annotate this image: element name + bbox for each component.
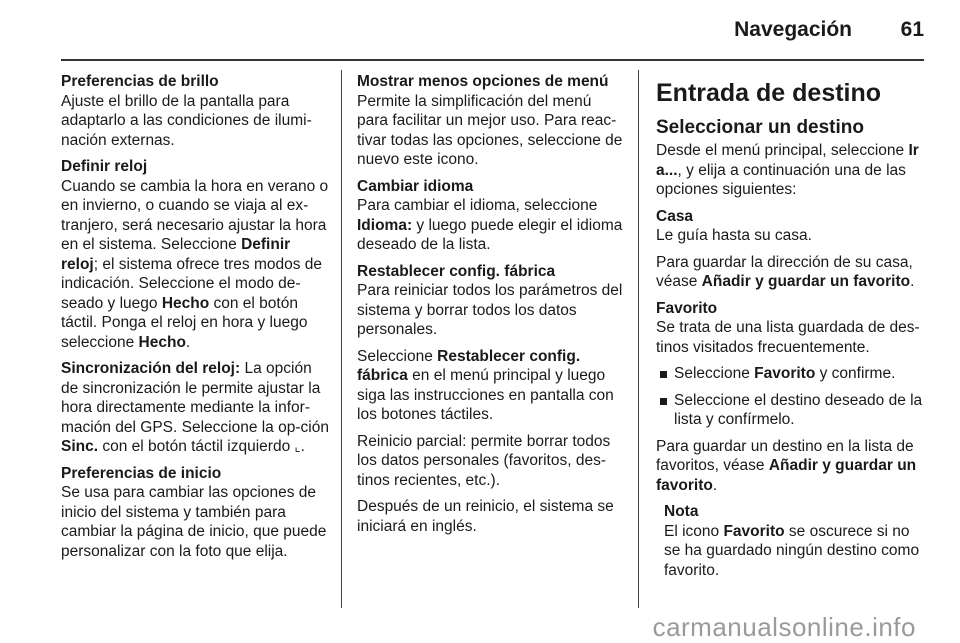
section-favorito	[656, 299, 924, 358]
page-number: 61	[900, 18, 924, 41]
heading-brillo: Preferencias de brillo	[61, 73, 219, 90]
term-restablecer: Restablecer config. fábrica	[357, 347, 581, 384]
section-fabrica	[357, 262, 625, 340]
text-favorito-3b: .	[712, 476, 718, 494]
page-header	[0, 0, 960, 62]
column-divider-1	[341, 70, 342, 608]
bullet-item-2	[656, 391, 924, 430]
term-sincronizacion: Sincronización del reloj:	[61, 360, 241, 377]
term-favorito-1: Favorito	[754, 365, 816, 382]
column-2	[357, 72, 625, 543]
text-bullet1-a: Seleccione	[674, 365, 755, 382]
heading-nota: Nota	[664, 503, 699, 520]
text-favorito-3a: Para guardar un destino en la lista de favoritos, véase	[656, 437, 914, 474]
column-divider-2	[638, 70, 639, 608]
text-reloj-2: ; el sistema ofrece tres modos de indicación. Seleccione el modo de-seado y luego	[61, 255, 323, 312]
text-brillo: Ajuste el brillo de la pantalla para adaptarlo a las condiciones de ilumi-nación externas.	[61, 92, 312, 149]
text-fabrica-2a: Seleccione	[357, 347, 438, 365]
section-menos-opciones	[357, 72, 625, 170]
text-nota-2: se oscurece si no se ha guardado ningún destino como favorito.	[664, 522, 920, 579]
heading-reloj: Definir reloj	[61, 158, 148, 175]
bullet-square-icon	[660, 371, 667, 378]
paragraph-favorito-guardar	[656, 437, 924, 496]
section-casa	[656, 207, 924, 246]
text-sinc-1: La opción de sincronización le permite ajustar la hora directamente mediante la infor-mación del GPS. Seleccione la op-ción	[61, 360, 329, 436]
heading-menos-opciones: Mostrar menos opciones de menú	[357, 73, 609, 90]
page-title: Navegación	[734, 18, 852, 41]
text-idioma-1: Para cambiar el idioma, seleccione	[357, 197, 598, 214]
text-inicio: Se usa para cambiar las opciones de inicio del sistema y también para cambiar la página de inicio, que puede personalizar con la foto que elija.	[61, 484, 327, 560]
text-reloj-1: Cuando se cambia la hora en verano o en invierno, o cuando se viaja al ex-tranjero, será necesario ajustar la hora en el sistema. Seleccione	[61, 177, 329, 253]
text-bullet2: Seleccione el destino deseado de la lista y confírmelo.	[674, 391, 923, 428]
text-fabrica-2b: en el menú principal y luego siga las instrucciones en pantalla con los botones táctiles.	[357, 367, 614, 423]
text-nota-1: El icono	[664, 522, 724, 540]
heading-casa: Casa	[656, 207, 694, 225]
section-idioma	[357, 177, 625, 255]
bullet-item-1	[656, 364, 924, 384]
paragraph-fabrica-select	[357, 347, 625, 425]
term-anadir-favorito-1: Añadir y guardar un favorito	[701, 273, 911, 290]
text-menos-opciones: Permite la simplificación del menú para facilitar un mejor uso. Para reac-tivar todas las opciones, seleccione de nuevo este icono.	[357, 92, 623, 168]
text-favorito: Se trata de una lista guardada de des-tinos visitados frecuentemente.	[656, 319, 920, 356]
heading-inicio: Preferencias de inicio	[61, 464, 222, 482]
section-reloj	[61, 157, 329, 352]
text-casa-2a: Para guardar la dirección de su casa, véase	[656, 253, 913, 290]
bullet-square-icon	[660, 398, 667, 405]
section-title-entrada: Entrada de destino	[656, 79, 882, 107]
term-favorito-2: Favorito	[723, 522, 785, 540]
note-box	[656, 502, 924, 580]
text-fabrica: Para reiniciar todos los parámetros del sistema y borrar todos los datos personales.	[357, 282, 623, 338]
heading-idioma: Cambiar idioma	[357, 177, 474, 195]
text-sinc-3: .	[300, 438, 305, 455]
text-intro-2: , y elija a continuación una de las opciones siguientes:	[656, 161, 906, 198]
heading-fabrica: Restablecer config. fábrica	[357, 262, 556, 280]
text-idioma-2: y luego puede elegir el idioma deseado de la lista.	[357, 216, 623, 253]
term-ir-a: Ir a...	[656, 142, 919, 179]
paragraph-reinicio-parcial: Reinicio parcial: permite borrar todos los datos personales (favoritos, des-tinos recientes, etc.).	[357, 432, 611, 489]
column-3	[656, 72, 924, 580]
heading-favorito: Favorito	[656, 299, 718, 317]
paragraph-casa-guardar	[656, 253, 924, 292]
left-button-icon: ⌞	[294, 439, 301, 454]
text-sinc-2: con el botón táctil izquierdo	[98, 438, 295, 455]
text-casa: Le guía hasta su casa.	[656, 227, 812, 244]
paragraph-ingles: Después de un reinicio, el sistema se iniciará en inglés.	[357, 498, 614, 535]
term-anadir-favorito-2: Añadir y guardar un favorito	[656, 457, 917, 494]
section-sinc	[61, 359, 329, 457]
column-1	[61, 72, 329, 568]
text-intro-1: Desde el menú principal, seleccione	[656, 142, 909, 159]
watermark: carmanualsonline.info	[652, 612, 916, 642]
section-brillo	[61, 72, 329, 150]
paragraph-intro	[656, 141, 924, 200]
term-hecho-2: Hecho	[138, 333, 186, 351]
term-hecho-1: Hecho	[161, 294, 210, 312]
term-sinc: Sinc.	[61, 438, 99, 455]
header-rule	[61, 59, 924, 61]
section-inicio	[61, 464, 329, 562]
text-bullet1-b: y confirme.	[815, 365, 896, 382]
term-definir-reloj: Definir reloj	[61, 236, 291, 273]
subsection-title-seleccionar: Seleccionar un destino	[656, 117, 864, 138]
text-casa-2b: .	[910, 273, 915, 290]
text-reloj-3: con el botón táctil. Ponga el reloj en hora y luego seleccione	[61, 294, 308, 351]
term-idioma: Idioma:	[357, 216, 413, 234]
text-reloj-4: .	[185, 333, 191, 351]
